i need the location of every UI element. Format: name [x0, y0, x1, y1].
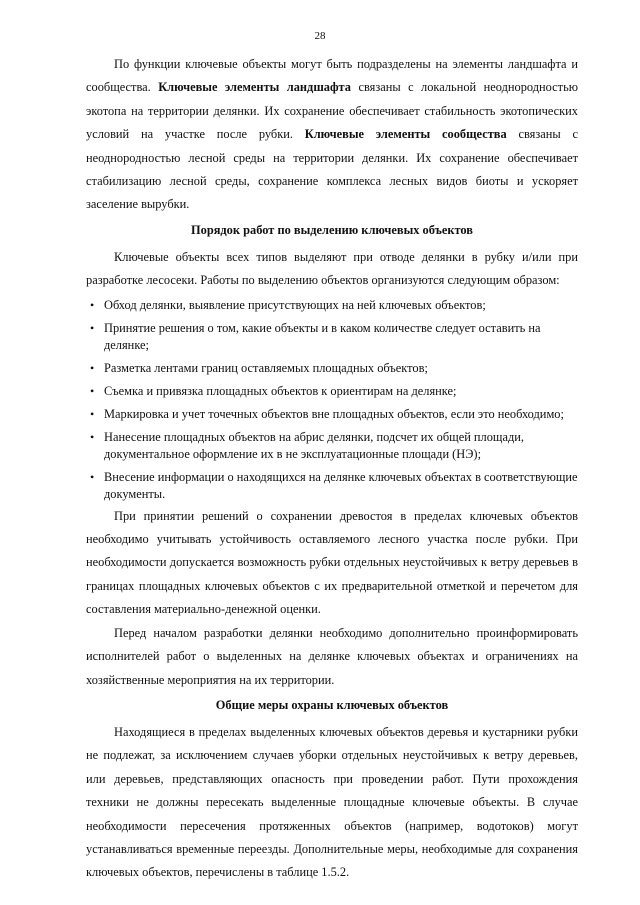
text-run: связаны с неоднородностью лесной среды на территории делянки. Их сохранение обеспечивает стабилизацию лесной среды, сохранение комплекса лесных видов биоты и ускоряет заселение вырубки. — [86, 127, 578, 212]
list-item: • Обход делянки, выявление присутствующих на ней ключевых объектов; — [86, 297, 578, 314]
list-item: • Съемка и привязка площадных объектов к ориентирам на делянке; — [86, 383, 578, 400]
list-item: • Маркировка и учет точечных объектов вне площадных объектов, если это необходимо; — [86, 406, 578, 423]
section-heading-procedure: Порядок работ по выделению ключевых объектов — [190, 222, 473, 237]
paragraph-inform-workers: Перед началом разработки делянки необходимо дополнительно проинформировать исполнителей работ о выделенных на делянке ключевых объектах и ограничениях на хозяйственные мероприятия на их территории. — [86, 625, 578, 687]
document-body — [86, 53, 578, 885]
term-landscape-elements: Ключевые элементы ландшафта — [158, 80, 351, 95]
text-run: связаны с локальной неоднородностью экотопа на территории делянки. Их сохранение обеспечивает стабильность экотопических условий на участке после рубки. — [86, 80, 578, 142]
section-heading-protection: Общие меры охраны ключевых объектов — [215, 697, 449, 712]
paragraph-stand-stability: При принятии решений о сохранении древостоя в пределах ключевых объектов необходимо учитывать устойчивость оставляемого лесного участка после рубки. При необходимости допускается возможность рубки отдельных неустойчивых к ветру деревьев в границах площадных ключевых объектов с их предварительной отметкой и перечетом для составления материально-денежной оценки. — [86, 508, 578, 617]
paragraph-procedure-intro: Ключевые объекты всех типов выделяют при отводе делянки в рубку и/или при разработке лесосеки. Работы по выделению объектов организуются следующим образом: — [86, 249, 578, 288]
list-item: • Принятие решения о том, какие объекты и в каком количестве следует оставить на делянке; — [86, 320, 578, 354]
list-item: • Нанесение площадных объектов на абрис делянки, подсчет их общей площади, документальное оформление их в не эксплуатационные площади (НЭ); — [86, 429, 578, 463]
list-item: • Внесение информации о находящихся на делянке ключевых объектах в соответствующие документы. — [86, 469, 578, 503]
list-item: • Разметка лентами границ оставляемых площадных объектов; — [86, 360, 578, 377]
page-number: 28 — [314, 30, 326, 42]
procedure-list — [86, 297, 578, 503]
paragraph-protection-measures: Находящиеся в пределах выделенных ключевых объектов деревья и кустарники рубки не подлежат, за исключением случаев уборки отдельных неустойчивых к ветру деревьев, или деревьев, представляющих опасность при проведении работ. Пути прохождения техники не должны пересекать выделенные площадные ключевые объекты. В случае необходимости пересечения протяженных объектов (например, водотоков) могут устанавливаться временные переезды. Дополнительные меры, необходимые для сохранения ключевых объектов, перечислены в таблице 1.5.2. — [86, 724, 578, 880]
term-community-elements: Ключевые элементы сообщества — [304, 127, 507, 142]
text-run: По функции ключевые объекты могут быть подразделены на элементы ландшафта и сообщества. — [86, 57, 578, 95]
paragraph-functions — [86, 53, 578, 217]
